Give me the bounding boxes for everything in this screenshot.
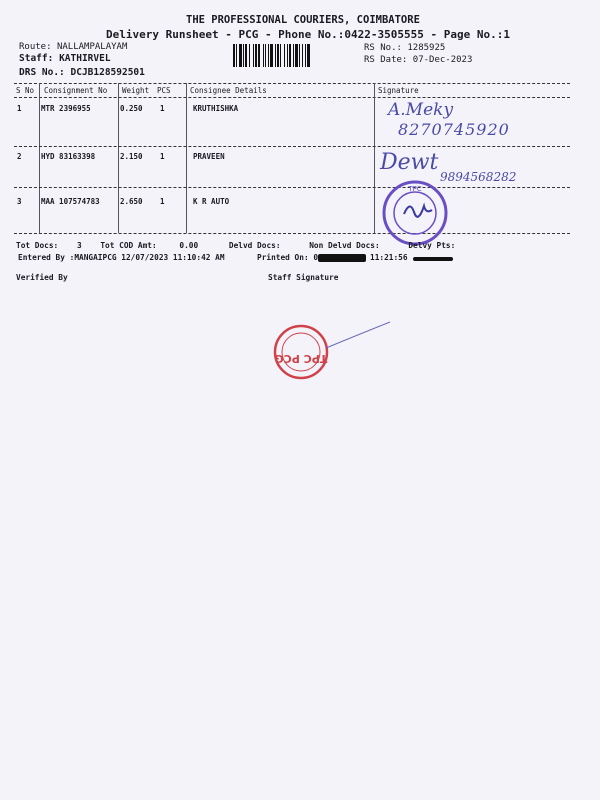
barcode-bar (233, 44, 235, 67)
barcode-bar (275, 44, 276, 67)
tot-docs-label: Tot Docs: (16, 241, 59, 250)
row3-weight: 2.650 (120, 197, 143, 206)
delvd-label: Delvd Docs: (228, 241, 281, 250)
row3-consignee: K R AUTO (193, 197, 230, 206)
row1-pcs: 1 (160, 104, 165, 113)
staff-value: KATHIRVEL (59, 53, 111, 64)
runsheet-title: Delivery Runsheet - PCG - Phone No.:0422-3505555 - Page No.:1 (106, 28, 510, 41)
barcode-bar (236, 44, 237, 67)
row2-weight: 2.150 (120, 152, 143, 161)
rs-no-label: RS No.: (364, 43, 402, 53)
row3-pcs: 1 (160, 197, 165, 206)
barcode-bar (295, 44, 298, 67)
drs-label: DRS No.: (19, 67, 65, 78)
row2-consignment: HYD 83163398 (41, 152, 96, 161)
row3-consignment: MAA 107574783 (41, 197, 100, 206)
barcode-bar (268, 44, 269, 67)
verified-by: Verified By (16, 273, 68, 282)
rs-no-line (364, 43, 445, 53)
barcode-bar (287, 44, 288, 67)
col-consignee: Consignee Details (190, 86, 267, 95)
divider-header (14, 97, 570, 98)
row-divider (14, 187, 570, 188)
row2-phone: 9894568282 (440, 170, 517, 184)
rs-no-value: 1285925 (407, 43, 446, 53)
row1-phone: 8270745920 (398, 120, 510, 139)
barcode-bar (253, 44, 254, 67)
redaction-mark (413, 257, 453, 261)
barcode-bar (239, 44, 242, 67)
tot-cod-label: Tot COD Amt: (100, 241, 157, 250)
row2-signature: Dewt (380, 150, 439, 175)
row2-pcs: 1 (160, 152, 165, 161)
barcode-bar (307, 44, 310, 67)
staff-label: Staff: (19, 53, 54, 64)
col-signature: Signature (378, 86, 419, 95)
tot-cod-value: 0.00 (179, 241, 199, 250)
route-line (19, 42, 127, 52)
barcode-bar (243, 44, 244, 67)
col-divider (39, 83, 40, 233)
printed-time: 11:21:56 (370, 253, 408, 262)
barcode-bar (299, 44, 300, 67)
barcode (233, 44, 358, 67)
barcode-bar (249, 44, 250, 67)
row1-sno: 1 (17, 104, 22, 113)
rs-date-label: RS Date: (364, 55, 408, 65)
barcode-bar (270, 44, 273, 67)
route-value: NALLAMPALAYAM (56, 42, 128, 52)
barcode-bar (293, 44, 294, 67)
row1-consignee: KRUTHISHKA (193, 104, 239, 113)
barcode-bar (245, 44, 247, 67)
col-divider (118, 83, 119, 233)
entered-by: Entered By :MANGAIPCG 12/07/2023 11:10:42 AM (18, 253, 225, 262)
col-divider (186, 83, 187, 233)
totals-line (16, 241, 576, 250)
delvy-pts-label: Delvy Pts: (408, 241, 456, 250)
route-label: Route: (19, 42, 52, 52)
rs-date-line (364, 55, 472, 65)
redaction-mark (318, 254, 366, 262)
row1-signature: A.Meky (388, 100, 454, 120)
barcode-bar (258, 44, 260, 67)
drs-line (19, 67, 145, 78)
row2-consignee: PRAVEEN (193, 152, 225, 161)
row2-sno: 2 (17, 152, 22, 161)
round-stamp-text: TPC (408, 185, 422, 193)
printed-on-label: Printed On: 0 (257, 253, 319, 262)
barcode-bar (255, 44, 257, 67)
barcode-bar (289, 44, 291, 67)
col-sno: S No (16, 86, 35, 95)
rs-date-value: 07-Dec-2023 (412, 55, 473, 65)
barcode-bar (302, 44, 303, 67)
col-divider (374, 83, 375, 233)
barcode-bar (305, 44, 306, 67)
row1-consignment: MTR 2396955 (41, 104, 91, 113)
tpc-stamp (270, 318, 410, 382)
row3-sno: 3 (17, 197, 22, 206)
tpc-stamp-text: TPC PCG (274, 352, 328, 365)
col-pcs: PCS (157, 86, 171, 95)
round-stamp (380, 178, 450, 248)
row-divider (14, 233, 570, 234)
company-title: THE PROFESSIONAL COURIERS, COIMBATORE (186, 14, 420, 26)
col-weight: Weight (122, 86, 150, 95)
barcode-bar (280, 44, 281, 67)
barcode-bar (284, 44, 285, 67)
non-delvd-label: Non Delvd Docs: (309, 241, 380, 250)
staff-line (19, 53, 111, 64)
col-consignment: Consignment No (44, 86, 108, 95)
row-divider (14, 146, 570, 147)
row1-weight: 0.250 (120, 104, 143, 113)
barcode-bar (263, 44, 264, 67)
barcode-bar (265, 44, 266, 67)
staff-signature: Staff Signature (268, 273, 339, 282)
barcode-bar (277, 44, 279, 67)
drs-value: DCJB128592501 (70, 67, 145, 78)
divider-top (14, 83, 570, 84)
tot-docs-value: 3 (76, 241, 82, 250)
